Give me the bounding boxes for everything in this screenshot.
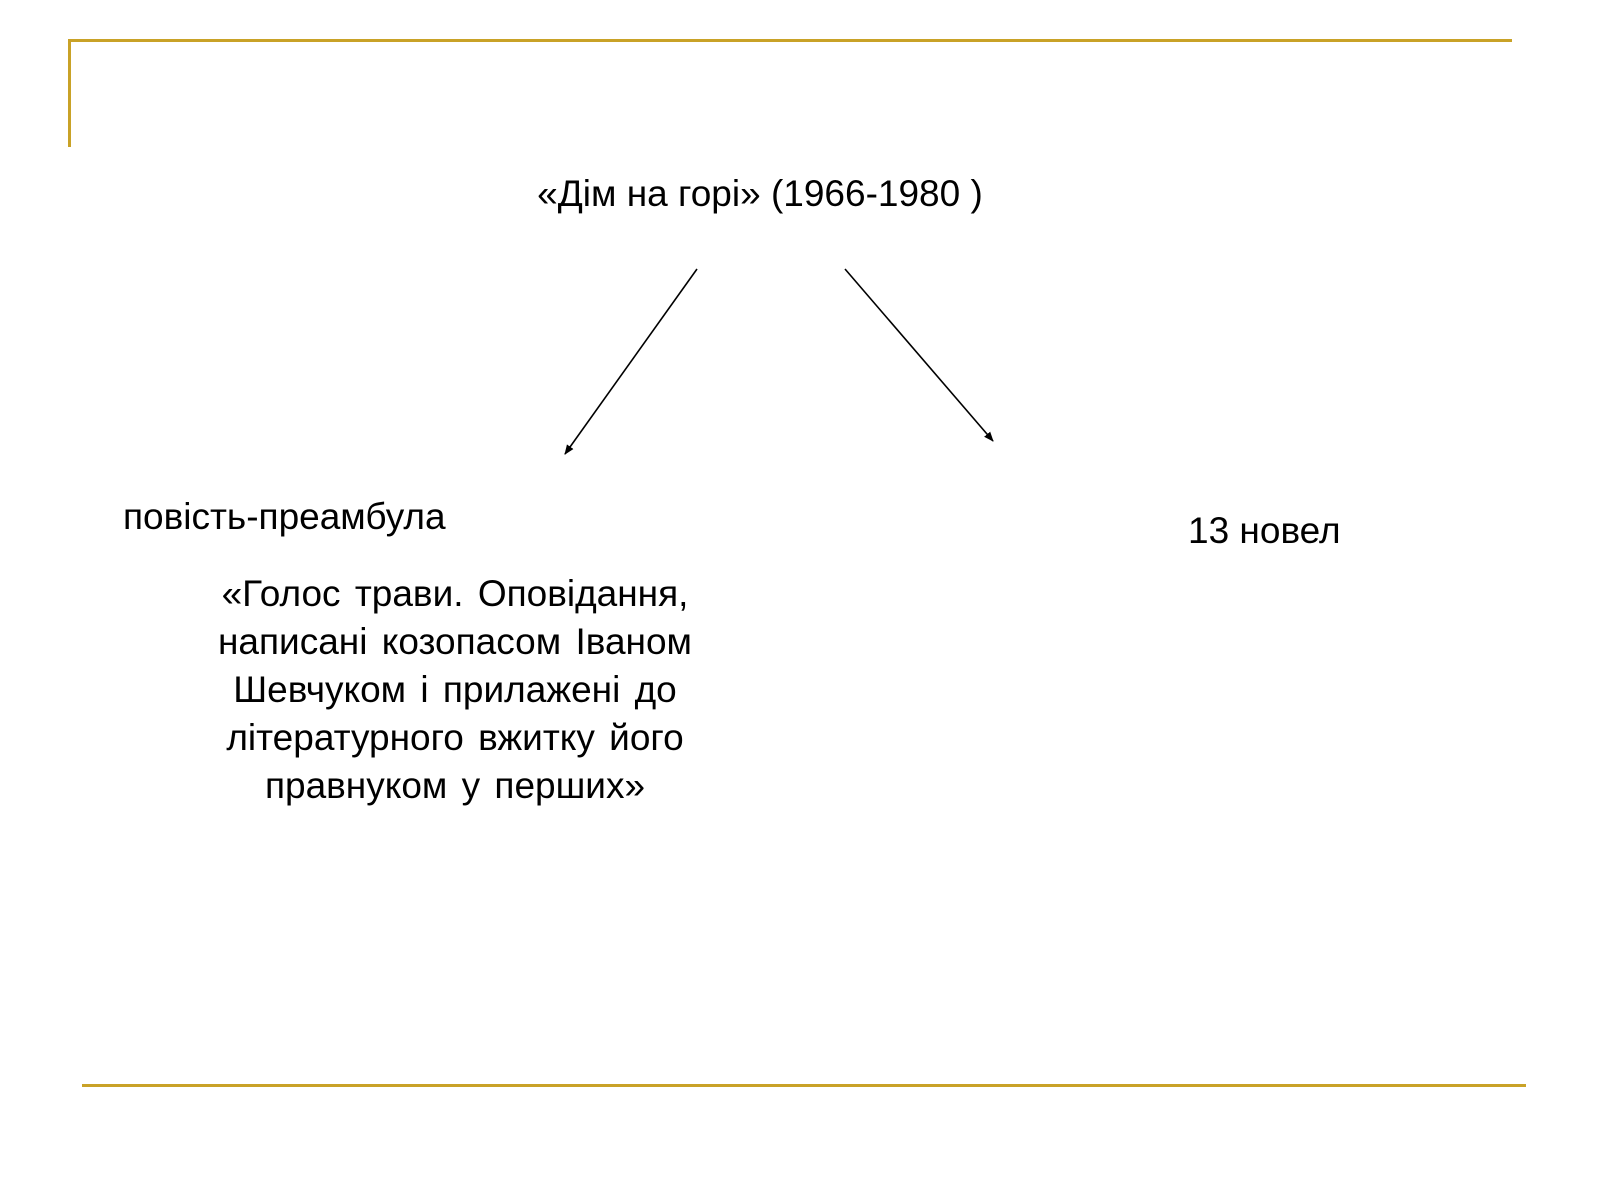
arrow-right — [845, 269, 993, 441]
left-branch-title-line: «Голос трави. Оповідання, — [221, 573, 689, 614]
left-branch-work-title — [185, 570, 725, 810]
left-branch-title-line: написані козопасом Іваном — [218, 621, 692, 662]
right-branch-label: 13 новел — [1188, 510, 1341, 551]
left-branch-title-line: літературного вжитку його — [226, 717, 684, 758]
diagram-title: «Дім на горі» (1966-1980 ) — [537, 173, 983, 214]
arrow-left — [565, 269, 697, 454]
left-branch-label: повість-преамбула — [123, 496, 446, 537]
left-branch-title-line: Шевчуком і прилажені до — [233, 669, 677, 710]
left-branch-title-line: правнуком у перших» — [264, 765, 646, 806]
